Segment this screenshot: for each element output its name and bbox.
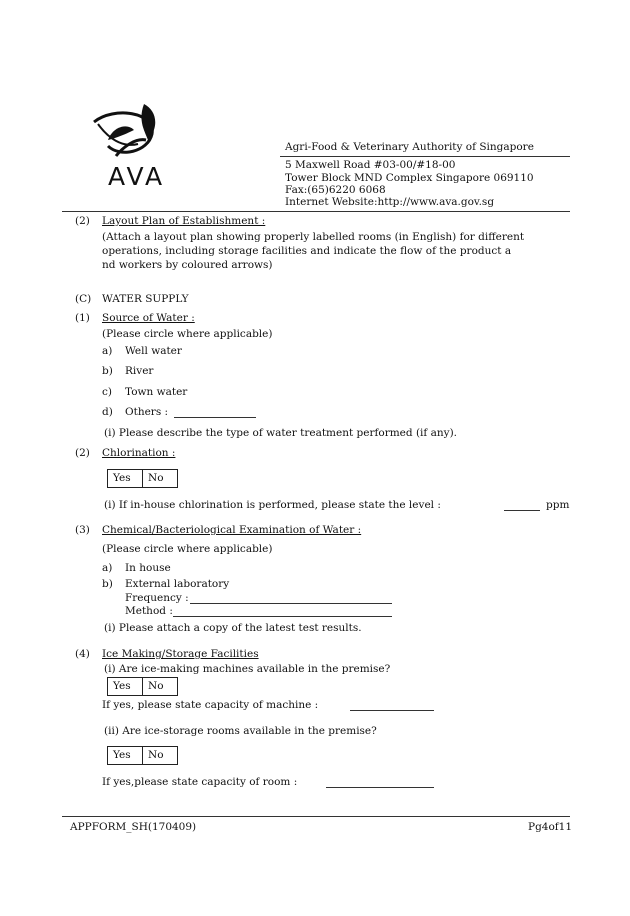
option-letter: d) xyxy=(102,406,113,418)
layout-plan-number: (2) xyxy=(75,215,90,227)
q1-option-others[interactable] xyxy=(102,406,169,419)
option-letter: c) xyxy=(102,386,112,398)
q2-yes-no-box xyxy=(107,469,178,488)
q4-ice-making-no-option[interactable]: No xyxy=(148,680,164,692)
q1-sub-treatment: (i) Please describe the type of water treatment performed (if any). xyxy=(104,427,458,439)
section-c-title: WATER SUPPLY xyxy=(102,293,189,305)
q4-ice-making-yes-option[interactable]: Yes xyxy=(108,678,143,695)
layout-plan-desc-1: (Attach a layout plan showing properly labelled rooms (in English) for different xyxy=(102,231,525,243)
q3-frequency-label: Frequency : xyxy=(125,592,189,604)
layout-plan-desc-2: operations, including storage facilities and indicate the flow of the product a xyxy=(102,245,512,257)
q3-sub-attach: (i) Please attach a copy of the latest test results. xyxy=(104,622,362,634)
q2-yes-option[interactable]: Yes xyxy=(108,470,143,487)
q2-unit: ppm xyxy=(546,499,570,511)
header-divider-top xyxy=(280,156,570,157)
q1-others-field[interactable] xyxy=(174,417,256,418)
q3-note: (Please circle where applicable) xyxy=(102,543,273,555)
q4-ice-storage-yes-no-box xyxy=(107,746,178,765)
website: Internet Website:http://www.ava.gov.sg xyxy=(285,196,495,208)
option-label: Others : xyxy=(125,406,169,418)
layout-plan-desc-3: nd workers by coloured arrows) xyxy=(102,259,273,271)
address-line-2: Tower Block MND Complex Singapore 069110 xyxy=(285,172,534,184)
q4-number: (4) xyxy=(75,648,90,660)
q4-capacity-machine-field[interactable] xyxy=(350,710,434,711)
ava-logo xyxy=(86,100,186,192)
ava-leaf-icon xyxy=(86,100,186,170)
option-letter: b) xyxy=(102,365,113,377)
org-name: Agri-Food & Veterinary Authority of Singapore xyxy=(285,141,534,153)
q1-title: Source of Water : xyxy=(102,312,195,324)
q1-option-well[interactable] xyxy=(102,345,182,358)
layout-plan-title: Layout Plan of Establishment : xyxy=(102,215,266,227)
q1-note: (Please circle where applicable) xyxy=(102,328,273,340)
footer-form-code: APPFORM_SH(170409) xyxy=(70,821,197,833)
q2-number: (2) xyxy=(75,447,90,459)
q3-method-field[interactable] xyxy=(173,616,392,617)
logo-text: AVA xyxy=(108,162,166,191)
option-label: External laboratory xyxy=(125,578,230,590)
q3-frequency-field[interactable] xyxy=(190,603,392,604)
q4-ice-storage-yes-option[interactable]: Yes xyxy=(108,747,143,764)
option-letter: a) xyxy=(102,345,113,357)
address-line-1: 5 Maxwell Road #03-00/#18-00 xyxy=(285,159,456,171)
q2-no-option[interactable]: No xyxy=(148,472,164,484)
q2-title: Chlorination : xyxy=(102,447,176,459)
q3-option-external[interactable] xyxy=(102,578,230,591)
q3-option-inhouse[interactable] xyxy=(102,562,171,575)
q4-sub-ice-making: (i) Are ice-making machines available in the premise? xyxy=(104,663,391,675)
fax: Fax:(65)6220 6068 xyxy=(285,184,386,196)
q3-method-label: Method : xyxy=(125,605,173,617)
q1-option-town[interactable] xyxy=(102,386,188,399)
q4-capacity-room-field[interactable] xyxy=(326,787,434,788)
option-label: In house xyxy=(125,562,171,574)
q3-number: (3) xyxy=(75,524,90,536)
q4-sub-ice-storage: (ii) Are ice-storage rooms available in the premise? xyxy=(104,725,377,737)
q4-ice-storage-no-option[interactable]: No xyxy=(148,749,164,761)
section-c-number: (C) xyxy=(75,293,92,305)
option-letter: b) xyxy=(102,578,113,590)
q4-ice-making-yes-no-box xyxy=(107,677,178,696)
q4-capacity-machine-label: If yes, please state capacity of machine : xyxy=(102,699,319,711)
q1-number: (1) xyxy=(75,312,90,324)
option-label: Town water xyxy=(125,386,188,398)
footer-page-number: Pg4of11 xyxy=(528,821,573,833)
q4-title: Ice Making/Storage Facilities xyxy=(102,648,259,660)
q3-title: Chemical/Bacteriological Examination of Water : xyxy=(102,524,362,536)
header-divider-bottom xyxy=(62,211,570,212)
footer-divider xyxy=(62,816,570,817)
option-letter: a) xyxy=(102,562,113,574)
q2-sub-level: (i) If in-house chlorination is performed, please state the level : xyxy=(104,499,441,511)
q1-option-river[interactable] xyxy=(102,365,154,378)
q4-capacity-room-label: If yes,please state capacity of room : xyxy=(102,776,298,788)
option-label: River xyxy=(125,365,154,377)
q2-level-field[interactable] xyxy=(504,510,540,511)
option-label: Well water xyxy=(125,345,182,357)
